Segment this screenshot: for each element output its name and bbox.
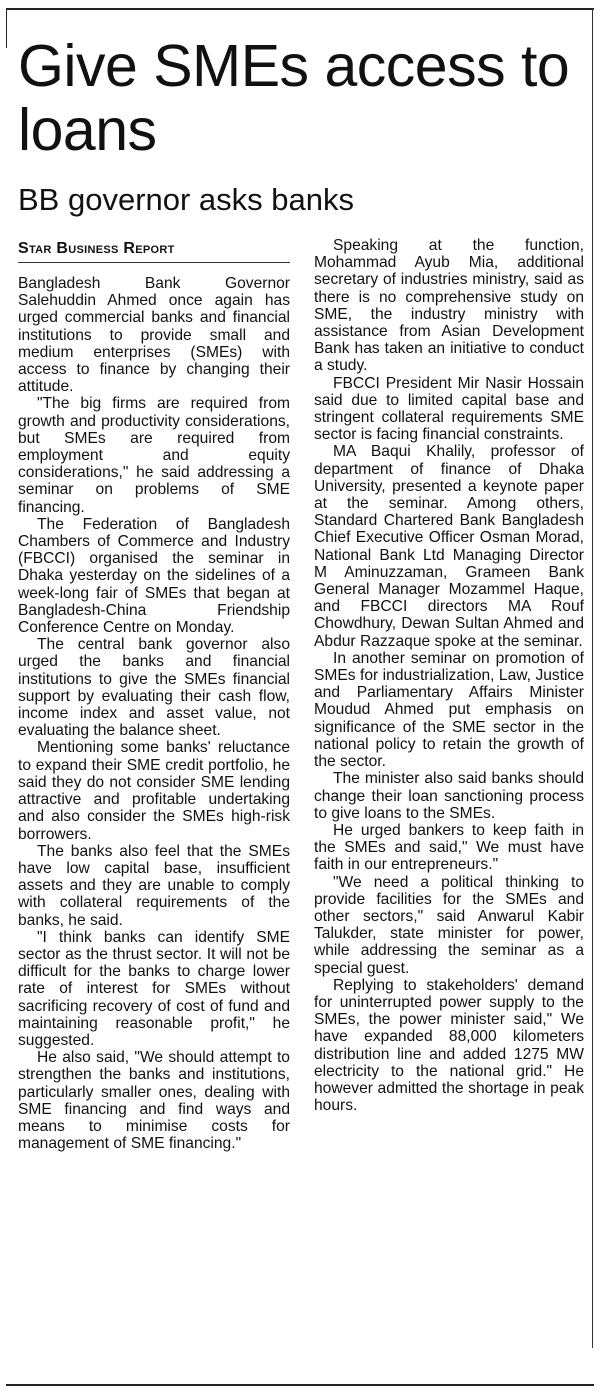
right-border-rule xyxy=(592,8,593,1348)
headline: Give SMEs access to loans xyxy=(18,33,570,163)
paragraph: In another seminar on promotion of SMEs for industrialization, Law, Justice and Parliamentary Affairs Minister Moudud Ahmed put emphasis on significance of the SME sector in the national policy to retain the growth of the sector. xyxy=(314,649,584,771)
paragraph: He also said, "We should attempt to strengthen the banks and institutions, particularly smaller ones, dealing with SME financing and find ways and means to minimise costs for management of SME financing." xyxy=(18,1049,290,1153)
paragraph: He urged bankers to keep faith in the SMEs and said," We must have faith in our entrepreneurs." xyxy=(314,821,584,874)
byline: Star Business Report xyxy=(18,240,175,257)
byline-rule xyxy=(18,262,290,263)
paragraph: The minister also said banks should change their loan sanctioning process to give loans to the SMEs. xyxy=(314,770,584,822)
paragraph: "I think banks can identify SME sector as the thrust sector. It will not be difficult for the banks to charge lower rate of interest for SMEs without sacrificing recovery of cost of fund and maintaining reasonable profit," he suggested. xyxy=(18,928,290,1049)
paragraph: Bangladesh Bank Governor Salehuddin Ahmed once again has urged commercial banks and financial institutions to provide small and medium enterprises (SMEs) with access to finance by changing their attitude. xyxy=(18,275,290,396)
paragraph: Replying to stakeholders' demand for uninterrupted power supply to the SMEs, the power minister said," We have expanded 88,000 kilometers distribution line and added 1275 MW electricity to the national grid." He however admitted the shortage in peak hours. xyxy=(314,976,584,1115)
left-border-rule xyxy=(6,8,7,48)
top-border-rule xyxy=(6,8,594,10)
article-column-right xyxy=(314,237,584,1114)
paragraph: The banks also feel that the SMEs have low capital base, insufficient assets and they are unable to comply with collateral requirements of the banks, he said. xyxy=(18,842,290,929)
paragraph: The Federation of Bangladesh Chambers of Commerce and Industry (FBCCI) organised the seminar in Dhaka yesterday on the sidelines of a week-long fair of SMEs that began at Bangladesh-China Friendship Conference Centre on Monday. xyxy=(18,515,290,637)
paragraph: Speaking at the function, Mohammad Ayub Mia, additional secretary of industries ministry, said as there is no comprehensive study on SME, the industry ministry with assistance from Asian Development Bank has taken an initiative to conduct a study. xyxy=(314,237,584,375)
paragraph: "We need a political thinking to provide facilities for the SMEs and other sectors," said Anwarul Kabir Talukder, state minister for power, while addressing the seminar as a special guest. xyxy=(314,873,584,977)
subheadline: BB governor asks banks xyxy=(18,182,355,217)
paragraph: Mentioning some banks' reluctance to expand their SME credit portfolio, he said they do not consider SME lending attractive and profitable undertaking and also consider the SMEs high-risk borrowers. xyxy=(18,739,290,843)
paragraph: The central bank governor also urged the banks and financial institutions to give the SMEs financial support by evaluating their cash flow, income index and asset value, not evaluating the balance sheet. xyxy=(18,636,290,740)
paragraph: MA Baqui Khalily, professor of department of finance of Dhaka University, presented a keynote paper at the seminar. Among others, Standard Chartered Bank Bangladesh Chief Executive Officer Osman Morad, National Bank Ltd Managing Director M Aminuzzaman, Grameen Bank General Manager Mozammel Haque, and FBCCI directors MA Rouf Chowdhury, Dewan Sultan Ahmed and Abdur Razzaque spoke at the seminar. xyxy=(314,443,584,650)
bottom-border-rule xyxy=(6,1384,594,1386)
article-column-left xyxy=(18,275,290,1152)
paragraph: FBCCI President Mir Nasir Hossain said due to limited capital base and stringent collateral requirements SME sector is facing financial constraints. xyxy=(314,374,584,444)
paragraph: "The big firms are required from growth and productivity considerations, but SMEs are required from employment and equity considerations," he said addressing a seminar on problems of SME financing. xyxy=(18,395,290,516)
